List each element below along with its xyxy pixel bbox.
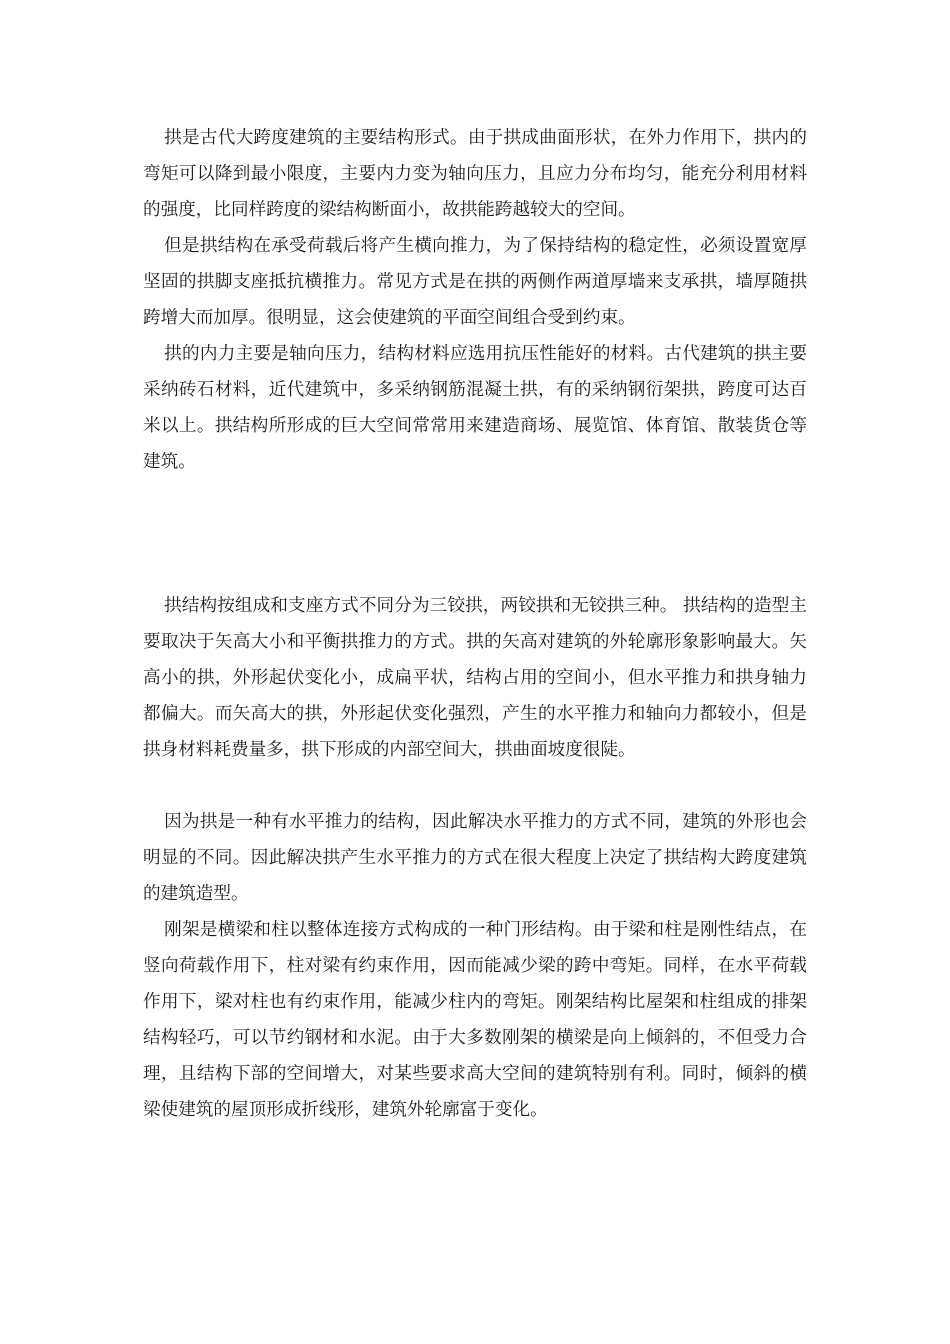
- paragraph-rigid-frame: 刚架是横梁和柱以整体连接方式构成的一种门形结构。由于梁和柱是刚性结点，在竖向荷载作用下，柱对梁有约束作用，因而能减少梁的跨中弯矩。同样，在水平荷载作用下，梁对柱也有约束作用，能减少柱内的弯矩。刚架结构比屋架和柱组成的排架结构轻巧，可以节约钢材和水泥。由于大多数刚架的横梁是向上倾斜的，不但受力合理，且结构下部的空间增大，对某些要求高大空间的建筑特别有利。同时，倾斜的横梁使建筑的屋顶形成折线形，建筑外轮廓富于变化。: [143, 920, 807, 1120]
- paragraph-arch-types: 拱结构按组成和支座方式不同分为三铰拱，两铰拱和无铰拱三种。 拱结构的造型主要取决于矢高大小和平衡拱推力的方式。拱的矢高对建筑的外轮廓形象影响最大。矢高小的拱，外形起伏变化小，成扁平状，结构占用的空间小，但水平推力和拱身轴力都偏大。而矢高大的拱，外形起伏变化强烈，产生的水平推力和轴向力都较小，但是拱身材料耗费量多，拱下形成的内部空间大，拱曲面坡度很陡。: [143, 596, 807, 760]
- paragraph-arch-intro: 拱是古代大跨度建筑的主要结构形式。由于拱成曲面形状，在外力作用下，拱内的弯矩可以降到最小限度，主要内力变为轴向压力，且应力分布均匀，能充分利用材料的强度，比同样跨度的梁结构断面小，故拱能跨越较大的空间。: [143, 128, 807, 220]
- paragraph-arch-materials: 拱的内力主要是轴向压力，结构材料应选用抗压性能好的材料。古代建筑的拱主要采纳砖石材料，近代建筑中，多采纳钢筋混凝土拱，有的采纳钢衍架拱，跨度可达百米以上。拱结构所形成的巨大空间常常用来建造商场、展览馆、体育馆、散装货仓等建筑。: [143, 344, 807, 472]
- paragraph-arch-thrust-form: 因为拱是一种有水平推力的结构，因此解决水平推力的方式不同，建筑的外形也会明显的不同。因此解决拱产生水平推力的方式在很大程度上决定了拱结构大跨度建筑的建筑造型。: [143, 812, 807, 904]
- paragraph-arch-thrust: 但是拱结构在承受荷载后将产生横向推力，为了保持结构的稳定性，必须设置宽厚坚固的拱脚支座抵抗横推力。常见方式是在拱的两侧作两道厚墙来支承拱，墙厚随拱跨增大而加厚。很明显，这会使建筑的平面空间组合受到约束。: [143, 236, 807, 328]
